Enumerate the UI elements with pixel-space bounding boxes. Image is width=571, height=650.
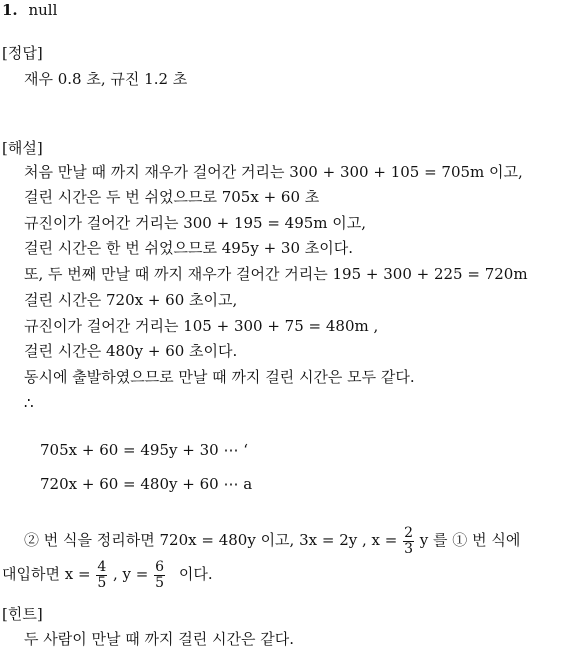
problem-line: [2, 0, 57, 20]
hint-text: 두 사람이 만날 때 까지 걸린 시간은 같다.: [24, 630, 294, 648]
problem-text: null: [28, 1, 58, 19]
explanation-line: 또, 두 번째 만날 때 까지 재우가 걸어간 거리는 195 + 300 + 225 = 720m: [24, 265, 528, 283]
explanation-line: 동시에 출발하였으므로 만날 때 까지 걸린 시간은 모두 같다.: [24, 368, 415, 386]
solution-text: 이다.: [178, 565, 213, 583]
fraction-numerator: 4: [97, 558, 107, 575]
explanation-header: [해설]: [2, 139, 43, 157]
fraction: [154, 560, 165, 591]
fraction-numerator: 2: [404, 524, 414, 541]
fraction: [96, 560, 107, 591]
solution-text: y 를 ① 번 식에: [419, 531, 521, 549]
solution-text: 대입하면 x =: [2, 565, 91, 583]
fraction-denominator: 3: [404, 540, 414, 557]
explanation-line: 걸린 시간은 720x + 60 초이고,: [24, 291, 238, 309]
fraction-denominator: 5: [155, 574, 165, 591]
fraction-denominator: 5: [97, 574, 107, 591]
hint-header: [힌트]: [2, 605, 43, 623]
answer-header: [정답]: [2, 44, 43, 62]
explanation-line: 걸린 시간은 두 번 쉬었으므로 705x + 60 초: [24, 188, 320, 206]
answer-text: 재우 0.8 초, 규진 1.2 초: [24, 70, 188, 88]
problem-number: 1.: [2, 1, 18, 19]
equation-1: 705x + 60 = 495y + 30 ⋯ ‘: [40, 441, 248, 459]
explanation-line: 걸린 시간은 한 번 쉬었으므로 495y + 30 초이다.: [24, 239, 354, 257]
explanation-line: 규진이가 걸어간 거리는 300 + 195 = 495m 이고,: [24, 214, 367, 232]
explanation-line: 걸린 시간은 480y + 60 초이다.: [24, 342, 238, 360]
solution-text: , y =: [113, 565, 149, 583]
explanation-line: 처음 만날 때 까지 재우가 걸어간 거리는 300 + 300 + 105 = 705m 이고,: [24, 163, 523, 181]
fraction-numerator: 6: [155, 558, 165, 575]
fraction: [403, 526, 414, 557]
explanation-line: 규진이가 걸어간 거리는 105 + 300 + 75 = 480m ,: [24, 317, 379, 335]
solution-text: ② 번 식을 정리하면 720x = 480y 이고, 3x = 2y , x =: [24, 531, 398, 549]
equation-2: 720x + 60 = 480y + 60 ⋯ a: [40, 475, 253, 493]
solution-line-2: [2, 554, 213, 594]
therefore-symbol: ∴: [24, 394, 34, 412]
